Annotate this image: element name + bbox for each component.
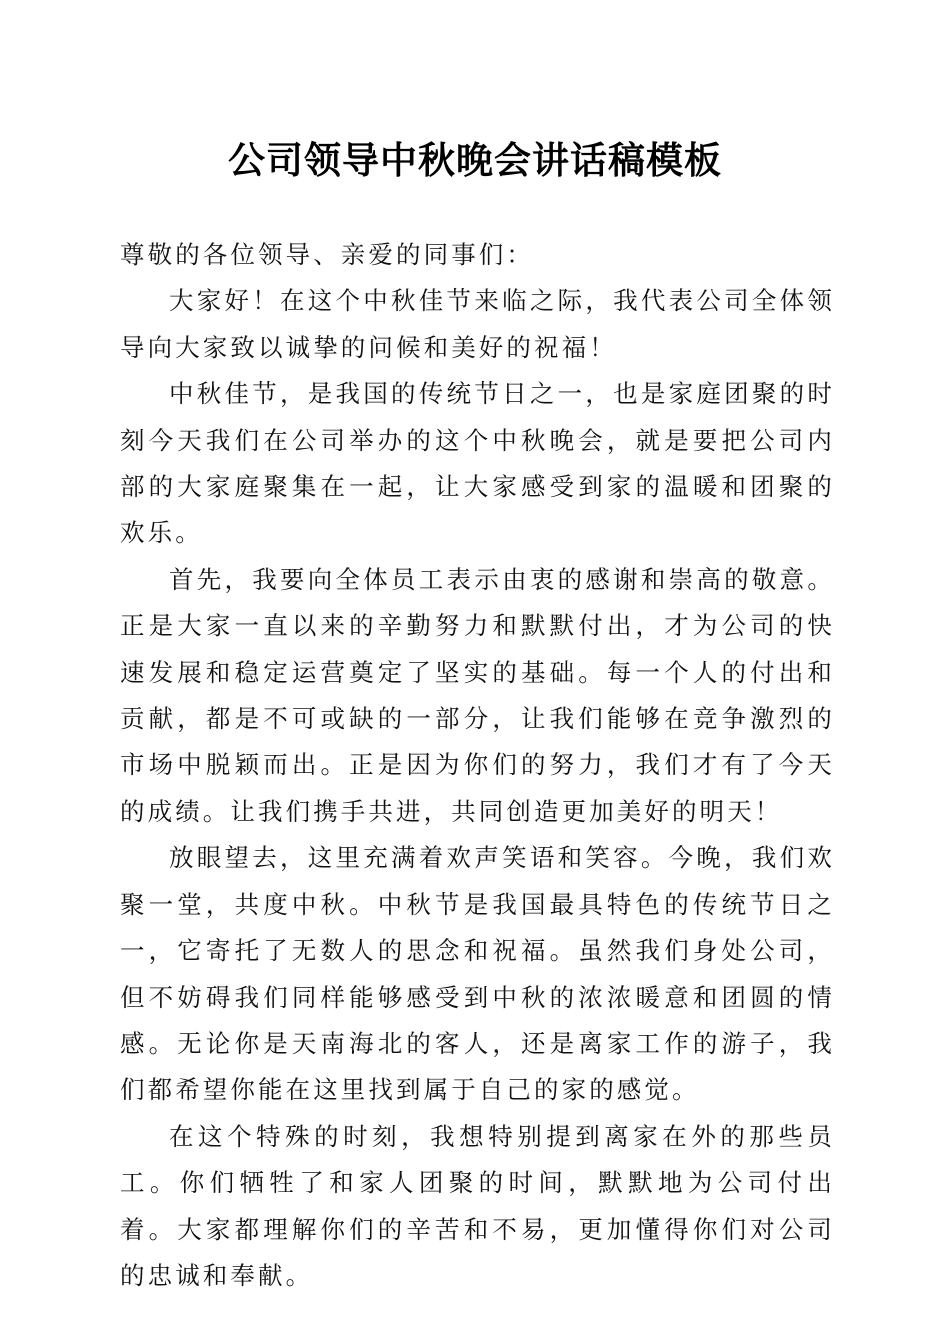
paragraph-away-from-home: 在这个特殊的时刻，我想特别提到离家在外的那些员工。你们牺牲了和家人团聚的时间，默默地为公司付出着。大家都理解你们的辛苦和不易，更加懂得你们对公司的忠诚和奉献。	[120, 1121, 835, 1290]
document-body	[120, 232, 835, 1299]
paragraph-thanks: 首先，我要向全体员工表示由衷的感谢和崇高的敬意。正是大家一直以来的辛勤努力和默默付出，才为公司的快速发展和稳定运营奠定了坚实的基础。每一个人的付出和贡献，都是不可或缺的一部分，让我们能够在竞争激烈的市场中脱颖而出。正是因为你们的努力，我们才有了今天的成绩。让我们携手共进，共同创造更加美好的明天！	[120, 564, 835, 826]
paragraph-gathering: 放眼望去，这里充满着欢声笑语和笑容。今晚，我们欢聚一堂，共度中秋。中秋节是我国最具特色的传统节日之一，它寄托了无数人的思念和祝福。虽然我们身处公司，但不妨碍我们同样能够感受到中秋的浓浓暖意和团圆的情感。无论你是天南海北的客人，还是离家工作的游子，我们都希望你能在这里找到属于自己的家的感觉。	[120, 843, 835, 1105]
paragraph-greeting: 大家好！在这个中秋佳节来临之际，我代表公司全体领导向大家致以诚挚的问候和美好的祝福！	[120, 286, 835, 362]
document-title: 公司领导中秋晚会讲话稿模板	[228, 138, 722, 182]
salutation: 尊敬的各位领导、亲爱的同事们：	[120, 240, 534, 269]
paragraph-mid-autumn: 中秋佳节，是我国的传统节日之一，也是家庭团聚的时刻今天我们在公司举办的这个中秋晚会，就是要把公司内部的大家庭聚集在一起，让大家感受到家的温暖和团聚的欢乐。	[120, 379, 835, 548]
